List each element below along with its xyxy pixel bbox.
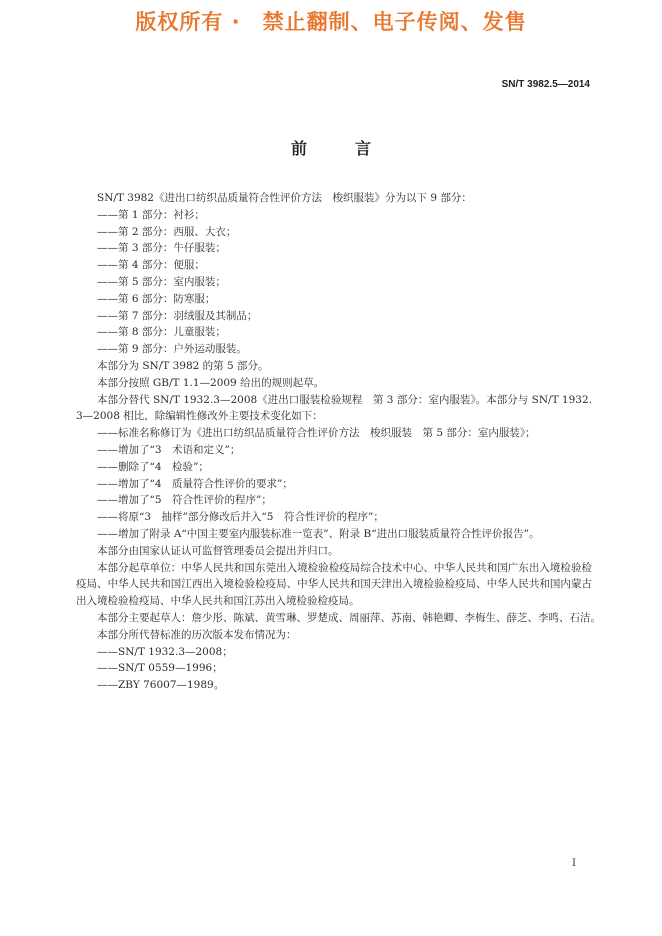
part-list-item: ——第 2 部分：西服、大衣； — [97, 225, 237, 238]
drafting-rules-paragraph: 本部分按照 GB/T 1.1—2009 给出的规则起草。 — [97, 376, 325, 389]
copyright-banner: 版权所有 · 禁止翻制、电子传阅、发售 — [135, 10, 527, 34]
page-title-part1: 前 — [290, 139, 307, 158]
change-list-item: ——增加了“4 质量符合性评价的要求”； — [97, 477, 293, 490]
change-list-item: ——增加了“3 术语和定义”； — [97, 443, 241, 456]
part-list-item: ——第 8 部分：儿童服装； — [97, 326, 226, 339]
foreword-body — [76, 190, 601, 694]
drafters-paragraph: 本部分主要起草人：詹少彤、陈斌、黄雪琳、罗楚成、周丽萍、苏南、韩艳卿、李梅生、薛芝、李鸣、石洁。 — [97, 611, 601, 624]
standard-code: SN/T 3982.5—2014 — [501, 79, 590, 90]
part-list-item: ——第 6 部分：防寒服； — [97, 292, 216, 305]
intro-paragraph: SN/T 3982《进出口纺织品质量符合性评价方法 梭织服装》分为以下 9 部分： — [97, 192, 472, 204]
change-list-item: ——增加了附录 A“中国主要室内服装标准一览表”、附录 B“进出口服装质量符合性评价报告”。 — [97, 527, 540, 540]
page-title — [0, 136, 662, 159]
part-list-item: ——第 3 部分：牛仔服装； — [97, 242, 226, 255]
proposer-paragraph: 本部分由国家认证认可监督管理委员会提出并归口。 — [97, 544, 339, 557]
change-list-item: ——增加了“5 符合性评价的程序”； — [97, 494, 272, 507]
part-list-item: ——第 1 部分：衬衫； — [97, 208, 205, 221]
change-list-item: ——删除了“4 检验”； — [97, 460, 209, 473]
history-list-item: ——SN/T 1932.3—2008； — [97, 645, 233, 658]
history-intro-paragraph: 本部分所代替标准的历次版本发布情况为： — [97, 628, 297, 641]
page-number: I — [572, 858, 576, 869]
drafting-units-paragraph: 本部分起草单位：中华人民共和国东莞出入境检验检疫局综合技术中心、中华人民共和国广东出入境检验检疫局、中华人民共和国江西出入境检验检疫局、中华人民共和国天津出入境检验检疫局、中华人民共和国内蒙古出入境检验检疫局、中华人民共和国江苏出入境检验检疫局。 — [76, 561, 592, 608]
history-list-item: ——SN/T 0559—1996； — [97, 662, 223, 675]
change-list-item: ——将原“3 抽样”部分修改后并入“5 符合性评价的程序”； — [97, 511, 384, 524]
history-list-item: ——ZBY 76007—1989。 — [97, 679, 225, 692]
change-list-item: ——标准名称修订为《进出口纺织品质量符合性评价方法 梭织服装 第 5 部分：室内服装》； — [97, 427, 536, 440]
part-list-item: ——第 7 部分：羽绒服及其制品； — [97, 309, 258, 322]
part-list-item: ——第 5 部分：室内服装； — [97, 275, 226, 288]
part-list-item: ——第 4 部分：便服； — [97, 259, 205, 272]
page-title-part2: 言 — [355, 139, 372, 158]
part-list-item: ——第 9 部分：户外运动服装。 — [97, 343, 247, 356]
this-part-paragraph: 本部分为 SN/T 3982 的第 5 部分。 — [97, 359, 269, 372]
replaces-paragraph: 本部分替代 SN/T 1932.3—2008《进出口服装检验规程 第 3 部分：室内服装》。本部分与 SN/T 1932.3—2008 相比，除编辑性修改外主要技术变化如下： — [76, 393, 592, 423]
